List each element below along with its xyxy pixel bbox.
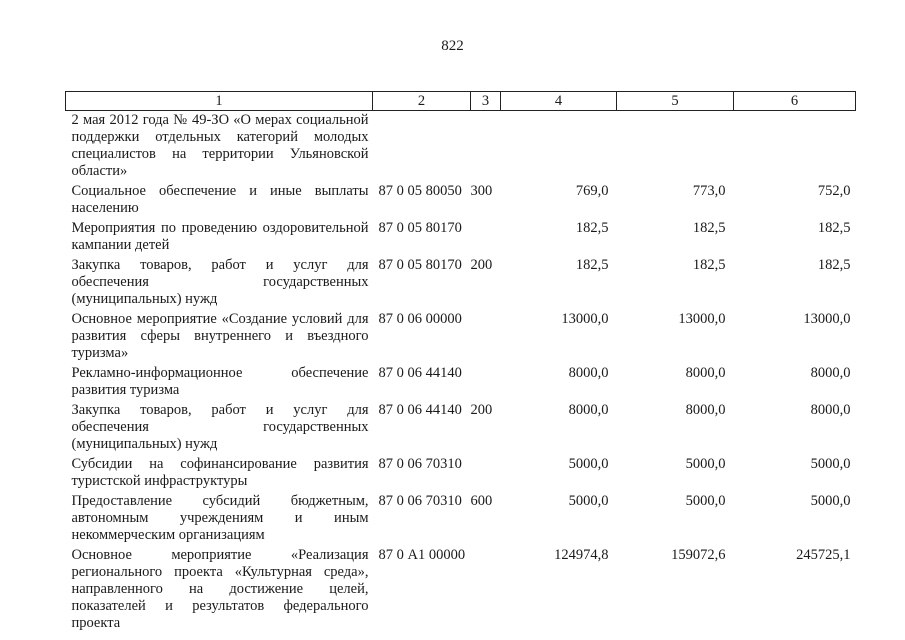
row-code: 87 0 06 44140 bbox=[378, 402, 462, 418]
row-kind bbox=[471, 310, 501, 364]
row-value-3 bbox=[734, 111, 856, 183]
row-value-3: 13000,0 bbox=[803, 311, 851, 327]
row-value-2: 182,5 bbox=[692, 257, 726, 273]
row-kind: 300 bbox=[470, 183, 493, 199]
row-kind bbox=[471, 111, 501, 183]
row-kind bbox=[471, 219, 501, 256]
table-row bbox=[66, 182, 856, 219]
row-code bbox=[373, 111, 471, 183]
column-header: 6 bbox=[734, 92, 856, 111]
row-value-2: 5000,0 bbox=[685, 493, 726, 509]
table-header-row bbox=[66, 92, 856, 111]
row-kind bbox=[471, 364, 501, 401]
table-row bbox=[66, 364, 856, 401]
row-value-3: 245725,1 bbox=[796, 547, 851, 563]
row-value-2: 159072,6 bbox=[671, 547, 726, 563]
row-value-3: 182,5 bbox=[817, 257, 851, 273]
row-value-2: 8000,0 bbox=[685, 402, 726, 418]
row-value-1: 182,5 bbox=[575, 220, 609, 236]
row-value-1: 8000,0 bbox=[568, 365, 609, 381]
table-row bbox=[66, 219, 856, 256]
row-kind bbox=[471, 546, 501, 634]
column-header: 3 bbox=[471, 92, 501, 111]
table-row bbox=[66, 256, 856, 310]
row-value-2: 5000,0 bbox=[685, 456, 726, 472]
budget-table bbox=[65, 91, 856, 634]
row-name: Предоставление субсидий бюджетным, автономным учреждениям и иным некоммерческим организациям bbox=[71, 493, 369, 543]
row-code: 87 0 А1 00000 bbox=[378, 547, 466, 563]
table-row bbox=[66, 111, 856, 183]
row-value-3: 8000,0 bbox=[810, 402, 851, 418]
row-name: Основное мероприятие «Создание условий для развития сферы внутреннего и въездного туризма» bbox=[71, 311, 369, 361]
row-value-3: 182,5 bbox=[817, 220, 851, 236]
row-value-3: 5000,0 bbox=[810, 456, 851, 472]
column-header: 2 bbox=[373, 92, 471, 111]
row-value-3: 8000,0 bbox=[810, 365, 851, 381]
row-name: Рекламно-информационное обеспечение развития туризма bbox=[71, 365, 369, 398]
row-value-3: 5000,0 bbox=[810, 493, 851, 509]
table-row bbox=[66, 492, 856, 546]
row-kind bbox=[471, 455, 501, 492]
row-value-1: 5000,0 bbox=[568, 456, 609, 472]
row-value-2: 773,0 bbox=[692, 183, 726, 199]
row-name: Социальное обеспечение и иные выплаты населению bbox=[71, 183, 369, 216]
row-value-2 bbox=[617, 111, 734, 183]
row-name: Мероприятия по проведению оздоровительной кампании детей bbox=[71, 220, 369, 253]
row-value-1: 5000,0 bbox=[568, 493, 609, 509]
row-value-1: 124974,8 bbox=[554, 547, 609, 563]
table-row bbox=[66, 401, 856, 455]
row-name: 2 мая 2012 года № 49-ЗО «О мерах социальной поддержки отдельных категорий молодых специалистов на территории Ульяновской области» bbox=[71, 112, 369, 179]
row-kind: 600 bbox=[470, 493, 493, 509]
table-row bbox=[66, 455, 856, 492]
row-code: 87 0 05 80170 bbox=[378, 257, 462, 273]
row-code: 87 0 05 80170 bbox=[378, 220, 462, 236]
row-kind: 200 bbox=[470, 402, 493, 418]
row-value-1: 769,0 bbox=[575, 183, 609, 199]
row-value-1: 8000,0 bbox=[568, 402, 609, 418]
row-name: Субсидии на софинансирование развития туристской инфраструктуры bbox=[71, 456, 369, 489]
row-value-1: 13000,0 bbox=[561, 311, 609, 327]
row-value-1: 182,5 bbox=[575, 257, 609, 273]
column-header: 5 bbox=[617, 92, 734, 111]
row-code: 87 0 06 44140 bbox=[378, 365, 462, 381]
column-header: 1 bbox=[66, 92, 373, 111]
row-code: 87 0 05 80050 bbox=[378, 183, 462, 199]
row-name: Основное мероприятие «Реализация регионального проекта «Культурная среда», направленного на достижение целей, показателей и результатов федерального проекта bbox=[71, 547, 369, 631]
row-value-2: 8000,0 bbox=[685, 365, 726, 381]
row-code: 87 0 06 70310 bbox=[378, 456, 462, 472]
table-row bbox=[66, 546, 856, 634]
row-code: 87 0 06 00000 bbox=[378, 311, 462, 327]
table-row bbox=[66, 310, 856, 364]
page-number: 822 bbox=[441, 38, 464, 54]
row-name: Закупка товаров, работ и услуг для обеспечения государственных (муниципальных) нужд bbox=[71, 257, 369, 307]
column-header: 4 bbox=[501, 92, 617, 111]
row-value-3: 752,0 bbox=[817, 183, 851, 199]
row-code: 87 0 06 70310 bbox=[378, 493, 462, 509]
row-value-1 bbox=[501, 111, 617, 183]
row-value-2: 182,5 bbox=[692, 220, 726, 236]
row-name: Закупка товаров, работ и услуг для обеспечения государственных (муниципальных) нужд bbox=[71, 402, 369, 452]
row-value-2: 13000,0 bbox=[678, 311, 726, 327]
row-kind: 200 bbox=[470, 257, 493, 273]
